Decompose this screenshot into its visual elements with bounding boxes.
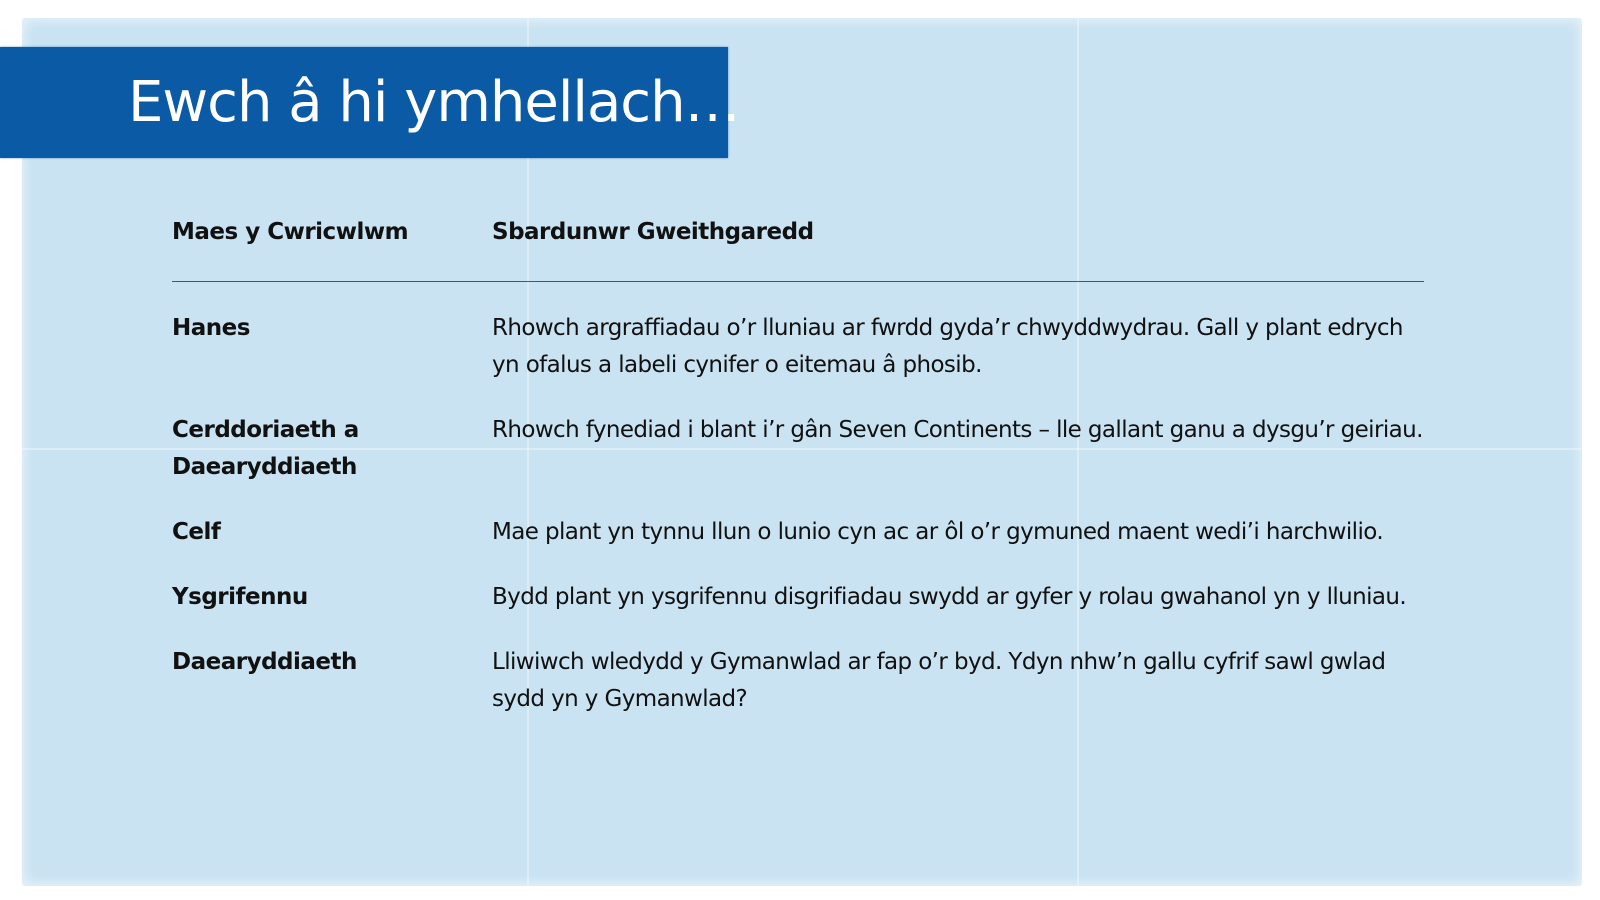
curriculum-area-cell: Daearyddiaeth bbox=[172, 649, 357, 675]
activity-cell: Rhowch argraffiadau o’r lluniau ar fwrdd gyda’r chwyddwydrau. Gall y plant edrych yn ofalus a labeli cynifer o eitemau â phosib. bbox=[492, 315, 1403, 378]
activity-cell: Rhowch fynediad i blant i’r gân Seven Continents – lle gallant ganu a dysgu’r geiriau. bbox=[492, 417, 1423, 443]
activity-cell: Bydd plant yn ysgrifennu disgrifiadau swydd ar gyfer y rolau gwahanol yn y lluniau. bbox=[492, 584, 1407, 610]
table-row bbox=[172, 412, 1424, 486]
page-title: Ewch â hi ymhellach… bbox=[128, 70, 740, 135]
table-row bbox=[172, 310, 1424, 384]
table-row bbox=[172, 644, 1424, 718]
table-body bbox=[172, 282, 1424, 718]
curriculum-area-cell: Cerddoriaeth a Daearyddiaeth bbox=[172, 417, 359, 480]
curriculum-area-cell: Ysgrifennu bbox=[172, 584, 308, 610]
curriculum-area-cell: Hanes bbox=[172, 315, 250, 341]
header-curriculum-area: Maes y Cwricwlwm bbox=[172, 219, 409, 245]
curriculum-area-cell: Celf bbox=[172, 519, 221, 545]
activities-table bbox=[172, 216, 1424, 746]
table-row bbox=[172, 579, 1424, 616]
header-activity-starter: Sbardunwr Gweithgaredd bbox=[492, 219, 814, 245]
activity-cell: Lliwiwch wledydd y Gymanwlad ar fap o’r byd. Ydyn nhw’n gallu cyfrif sawl gwlad sydd yn y Gymanwlad? bbox=[492, 649, 1386, 712]
table-row bbox=[172, 514, 1424, 551]
activity-cell: Mae plant yn tynnu llun o lunio cyn ac ar ôl o’r gymuned maent wedi’i harchwilio. bbox=[492, 519, 1384, 545]
table-header-row bbox=[172, 216, 1424, 282]
